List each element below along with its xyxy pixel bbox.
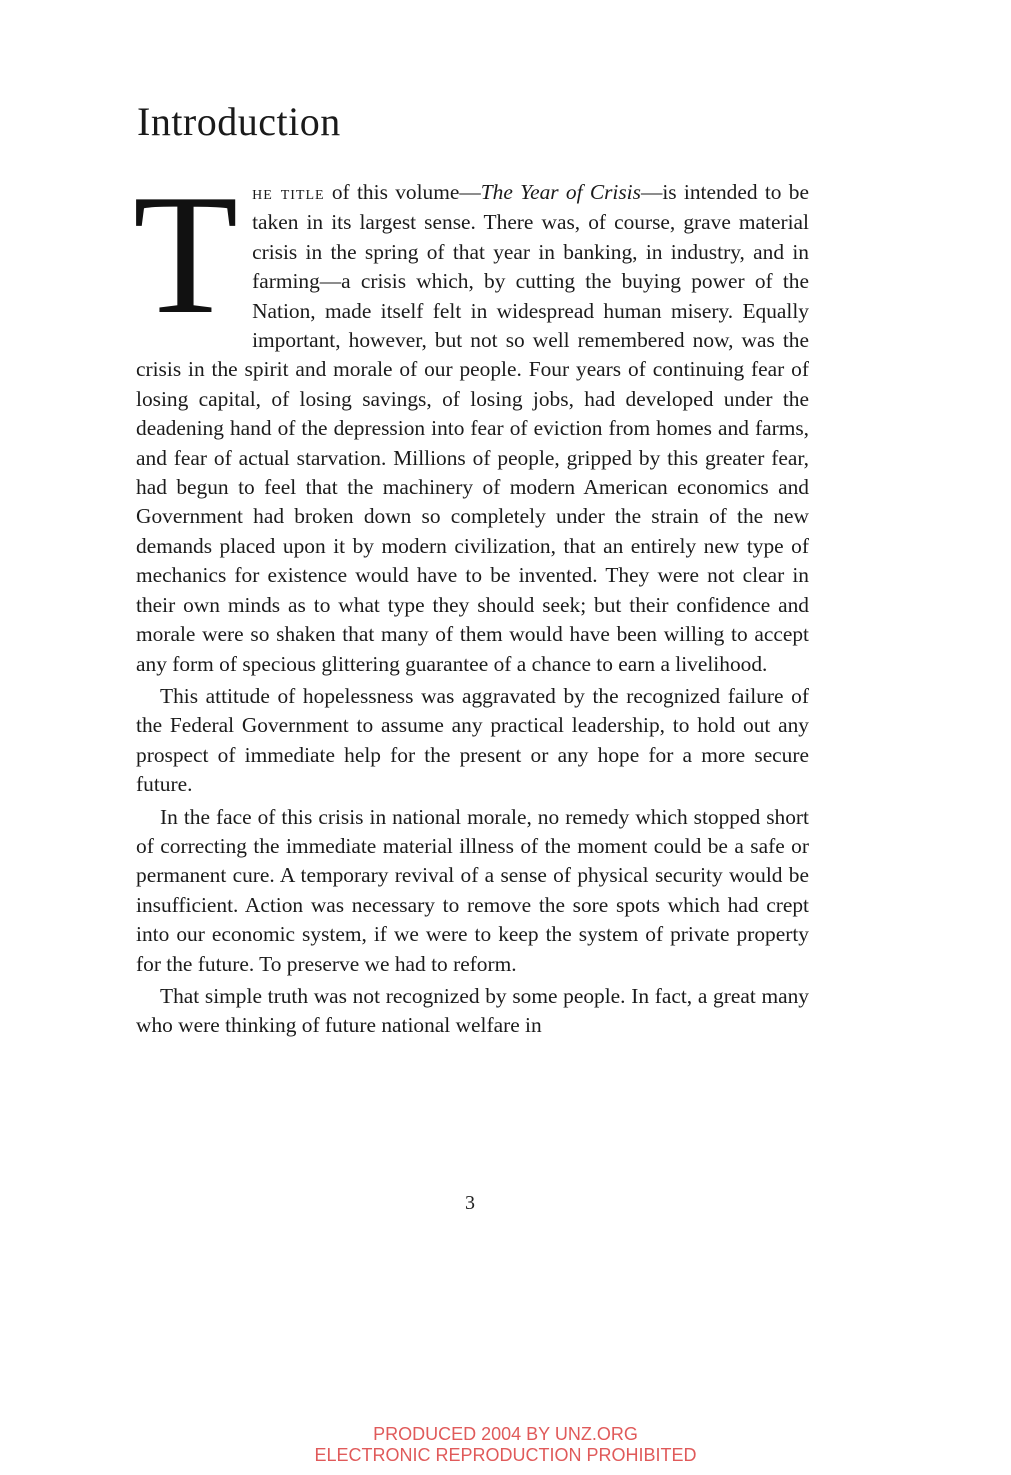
book-title-italic: The Year of Crisis <box>480 180 641 204</box>
lead-in-text: of this volume— <box>324 180 481 204</box>
paragraph-1-rest: —is intended to be taken in its largest sense. There was, of course, grave material crisis in the spring of that year in banking, in industry, and in farming—a crisis which, by cutting the buying power of the Nation, made itself felt in widespread human misery. Equally important, however, but not so well remembered now, was the crisis in the spirit and morale of our people. Four years of continuing fear of losing capital, of losing savings, of losing jobs, had developed under the deadening hand of the depression into fear of eviction from homes and farms, and fear of actual starvation. Millions of people, gripped by this greater fear, had begun to feel that the machinery of modern American economics and Government had broken down so completely under the strain of the new demands placed upon it by modern civilization, that an entirely new type of mechanics for existence would have to be invented. They were not clear in their own minds as to what type they should seek; but their confidence and morale were so shaken that many of them would have been willing to accept any form of specious glittering guarantee of a chance to earn a livelihood. <box>136 180 809 676</box>
paragraph-4: That simple truth was not recognized by some people. In fact, a great many who were thinking of future national welfare in <box>136 983 809 1038</box>
watermark-line-1: PRODUCED 2004 BY UNZ.ORG <box>373 1424 638 1444</box>
chapter-heading: Introduction <box>137 99 341 144</box>
page-number: 3 <box>465 1192 475 1214</box>
watermark <box>0 1424 1011 1466</box>
paragraph-1 <box>133 160 809 679</box>
paragraph-2: This attitude of hopelessness was aggravated by the recognized failure of the Federal Government to assume any practical leadership, to hold out any prospect of immediate help for the present or any hope for a more secure future. <box>136 683 809 797</box>
paragraph-3: In the face of this crisis in national morale, no remedy which stopped short of correcting the immediate material illness of the moment could be a safe or permanent cure. A temporary revival of a sense of physical security would be insufficient. Action was necessary to remove the sore spots which had crept into our economic system, if we were to keep the system of private property for the future. To preserve we had to reform. <box>136 804 809 976</box>
body-text <box>133 160 809 1044</box>
drop-cap: T <box>133 160 239 350</box>
watermark-line-2: ELECTRONIC REPRODUCTION PROHIBITED <box>314 1445 697 1465</box>
lead-in-smallcaps: he title <box>252 182 325 204</box>
